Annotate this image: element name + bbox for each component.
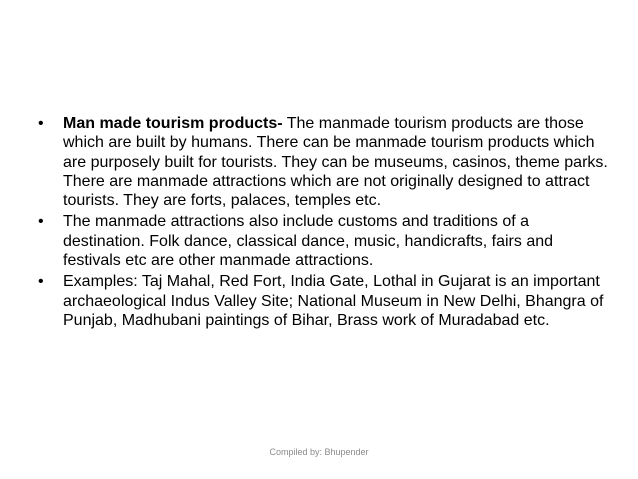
bullet-text: The manmade attractions also include customs and traditions of a destination. Folk dance, classical dance, music, handicrafts, fairs and festivals etc are other manmade attractions. — [63, 213, 554, 270]
bullet-item-manmade-products — [38, 114, 608, 210]
bullet-item-examples — [38, 272, 608, 330]
bullet-list — [38, 114, 608, 332]
bullet-marker: • — [38, 115, 44, 132]
bullet-marker: • — [38, 273, 44, 291]
bullet-text: The manmade tourism products are those which are built by humans. There can be manmade tourism products which are purposely built for tourists. They can be museums, casinos, theme parks. There are manmade attractions which are not originally designed to attract tourists. They are forts, palaces, temples etc. — [63, 115, 608, 210]
bullet-lead-heading: Man made tourism products- — [63, 115, 283, 132]
bullet-marker: • — [38, 213, 44, 231]
bullet-item-customs-traditions — [38, 212, 608, 270]
bullet-text: Examples: Taj Mahal, Red Fort, India Gate, Lothal in Gujarat is an important archaeological Indus Valley Site; National Museum in New Delhi, Bhangra of Punjab, Madhubani paintings of Bihar, Brass work of Muradabad etc. — [63, 273, 604, 329]
slide-footer: Compiled by: Bhupender — [269, 447, 369, 457]
